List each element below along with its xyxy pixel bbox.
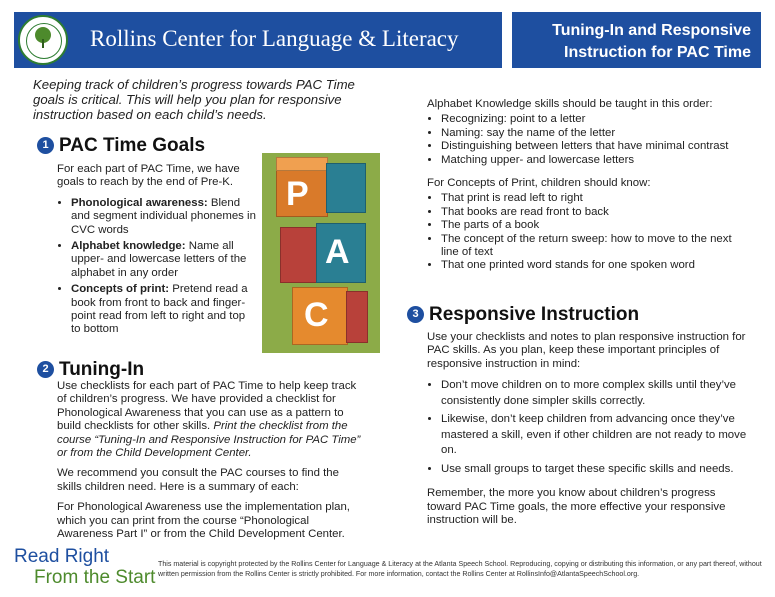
list-item: • That one printed word stands for one spoken word [441,259,752,272]
goal-item: • Concepts of print: Pretend read a book from front to back and finger-point read from left to right and top to bottom [71,283,257,337]
principles-list [427,378,752,477]
section-2-paragraph-3: For Phonological Awareness use the implementation plan, which you can print from the course “Phonological Awareness Part I” or from the Child Development Center. [57,501,350,541]
section-2-body [57,380,362,548]
goal-item: • Phonological awareness: Blend and segment individual phonemes in CVC words [71,197,257,237]
list-item: • Matching upper- and lowercase letters [441,154,752,167]
pac-blocks-illustration [262,153,380,353]
list-item: • Distinguishing between letters that have minimal contrast [441,140,752,153]
block-letter-c: C [304,296,329,334]
section-1-title: PAC Time Goals [59,135,206,156]
list-item: • The parts of a book [441,219,752,232]
list-item: • Recognizing: point to a letter [441,113,752,126]
section-number-badge: 1 [37,137,54,154]
section-3-closing: Remember, the more you know about children’s progress toward PAC Time goals, the more effective your responsive instruction will be. [427,487,726,527]
doc-title [552,20,751,64]
read-right-logo-line-2: From the Start [34,567,156,588]
section-3-lead: Use your checklists and notes to plan responsive instruction for PAC skills. As you plan, keep these important principles of responsive instruction in mind: [427,331,746,370]
section-3-title: Responsive Instruction [429,304,640,325]
section-number-badge: 3 [407,306,424,323]
section-2-heading [37,359,144,381]
read-right-logo-line-1: Read Right [14,546,110,567]
block-letter-a: A [325,233,350,271]
school-seal-logo [18,15,68,65]
section-1-heading [37,135,205,157]
list-item: • That books are read front to back [441,206,752,219]
org-banner [14,12,502,68]
block-letter-p: P [286,175,309,213]
concepts-of-print-list [427,192,752,272]
section-number-badge: 2 [37,361,54,378]
copyright-notice: This material is copyright protected by the Rollins Center for Language & Literacy at the Atlanta Speech School. Reproducing, copying or distributing this information, or any part thereof, without written permission from the Rollins Center is strictly prohibited. For more information, contact the Rollins Center at RollinsInfo@AtlantaSpeechSchool.org. [158,560,762,578]
list-item: • Don’t move children on to more complex skills until they’ve consistently done simpler skills correctly. [441,378,752,409]
doc-title-line-2: Instruction for PAC Time [564,44,751,61]
header-banner [0,0,775,72]
right-column-top [427,98,752,273]
doc-title-line-1: Tuning-In and Responsive [552,22,751,39]
list-item: • That print is read left to right [441,192,752,205]
goal-item: • Alphabet knowledge: Name all upper- and lowercase letters of the alphabet in any order [71,240,257,280]
section-2-title: Tuning-In [59,359,145,380]
list-item: • Use small groups to target these specific skills and needs. [441,462,752,478]
list-item: • The concept of the return sweep: how to move to the next line of text [441,233,752,260]
goals-list [57,197,257,337]
tree-icon [31,26,55,50]
alphabet-skills-list [427,113,752,167]
alphabet-lead: Alphabet Knowledge skills should be taught in this order: [427,98,713,110]
section-2-paragraph-1: Use checklists for each part of PAC Time to help keep track of children’s progress. We have provided a checklist for Phonological Awareness that you can use as a pattern to build checklists for other skills. Print the checklist from the course “Tuning-In and Responsive Instruction for PAC Time” or from the Child Development Center. [57,380,361,460]
print-lead: For Concepts of Print, children should know: [427,177,651,190]
section-3-heading [407,304,639,326]
org-name: Rollins Center for Language & Literacy [90,26,459,51]
section-2-paragraph-2: We recommend you consult the PAC courses to find the skills children need. Here is a summary of each: [57,467,339,493]
section-1-lead: For each part of PAC Time, we have goals to reach by the end of Pre-K. [57,163,240,189]
doc-title-banner [512,12,761,68]
list-item: • Naming: say the name of the letter [441,127,752,140]
section-1-body [57,163,257,340]
intro-text: Keeping track of children’s progress towards PAC Time goals is critical. This will help you plan for responsive instruction based on each child’s needs. [33,77,355,122]
section-3-body [427,331,752,534]
list-item: • Likewise, don’t keep children from advancing once they’ve mastered a skill, even if other children are not ready to move on. [441,412,752,459]
